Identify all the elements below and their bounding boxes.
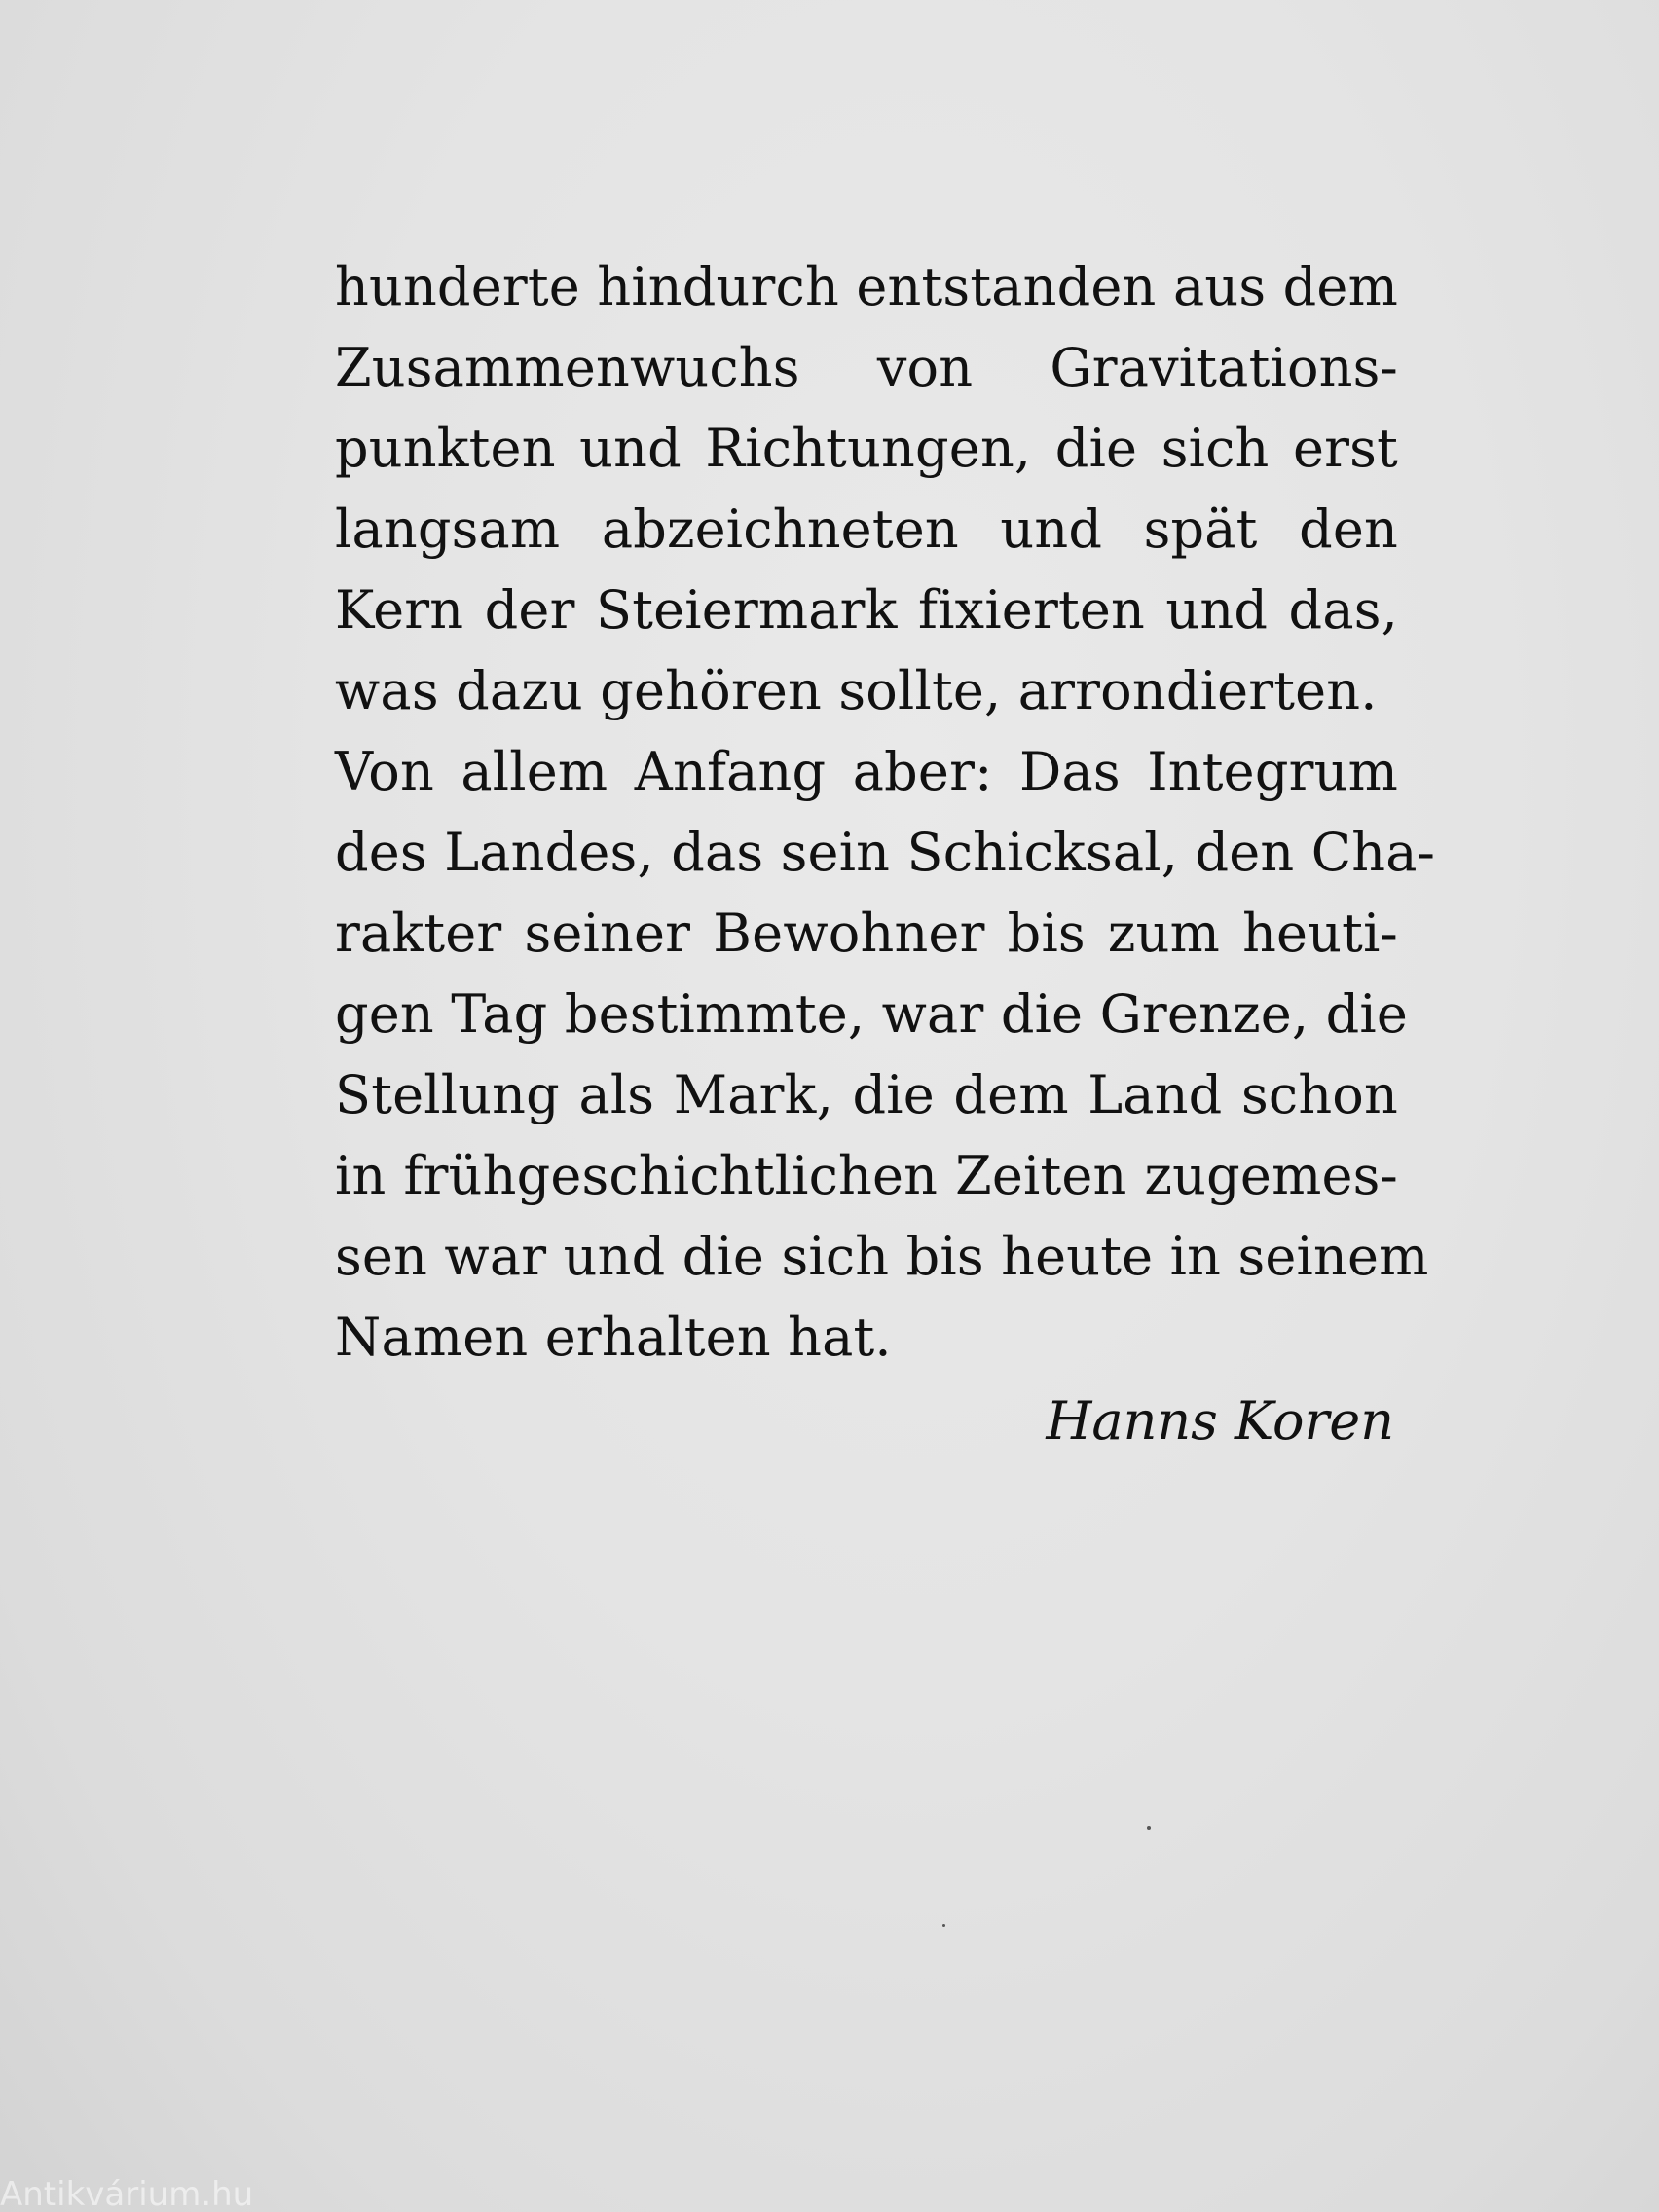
text-line-8: des Landes, das sein Schicksal, den Cha- xyxy=(335,822,1436,883)
text-line-3: punkten und Richtungen, die sich erst xyxy=(335,418,1398,479)
text-line-6: was dazu gehören sollte, arrondierten. xyxy=(335,660,1378,721)
text-line-14: Namen erhalten hat. xyxy=(335,1307,892,1368)
text-line-10: gen Tag bestimmte, war die Grenze, die xyxy=(335,983,1408,1045)
text-line-11: Stellung als Mark, die dem Land schon xyxy=(335,1064,1398,1125)
text-line-7: Von allem Anfang aber: Das Integrum xyxy=(335,741,1398,802)
text-line-4: langsam abzeichneten und spät den xyxy=(335,498,1398,560)
text-line-1: hunderte hindurch entstanden aus dem xyxy=(335,256,1398,317)
text-line-2: Zusammenwuchs von Gravitations- xyxy=(335,337,1398,398)
text-line-5: Kern der Steiermark fixierten und das, xyxy=(335,579,1398,641)
author-signature: Hanns Koren xyxy=(1046,1390,1394,1452)
body-text xyxy=(335,246,1436,1378)
paper-speck xyxy=(1147,1826,1151,1830)
paper-speck xyxy=(942,1924,945,1927)
text-line-9: rakter seiner Bewohner bis zum heuti- xyxy=(335,903,1398,964)
watermark: Antikvárium.hu xyxy=(0,2177,254,2212)
text-line-13: sen war und die sich bis heute in seinem xyxy=(335,1226,1429,1287)
text-line-12: in frühgeschichtlichen Zeiten zugemes- xyxy=(335,1145,1398,1206)
